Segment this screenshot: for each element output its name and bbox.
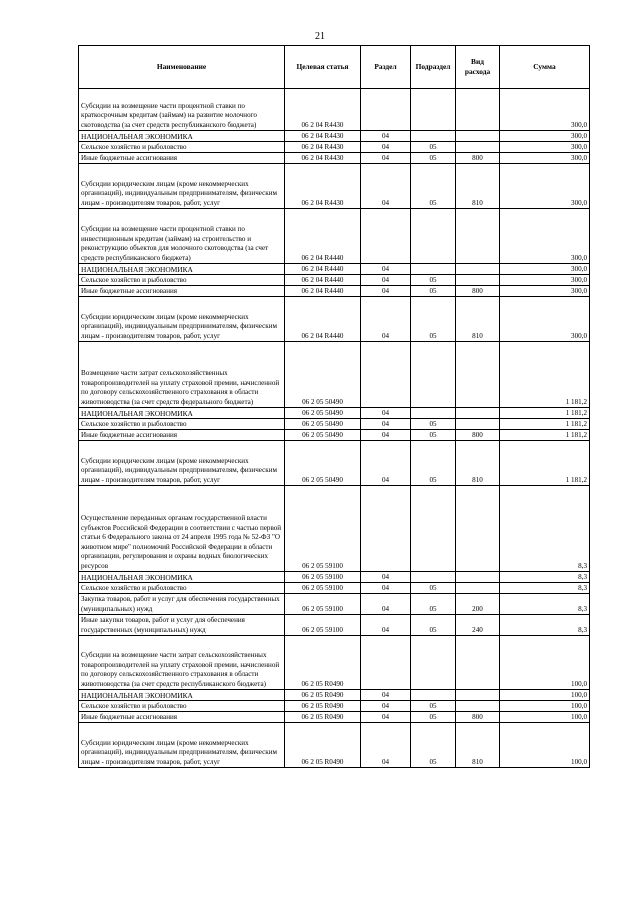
cell-target: 06 2 05 59100	[285, 594, 361, 615]
cell-sum: 100,0	[500, 723, 590, 768]
cell-name: Иные бюджетные ассигнования	[79, 430, 285, 441]
cell-subsection	[411, 408, 456, 419]
cell-sum: 300,0	[500, 275, 590, 286]
cell-subsection: 05	[411, 723, 456, 768]
cell-expense-type: 810	[456, 723, 500, 768]
cell-target: 06 2 05 R0490	[285, 712, 361, 723]
cell-name: Субсидии на возмещение части затрат сельскохозяйственных товаропроизводителей на уплату страховой премии, начисленной по договору сельскохозяйственного страхования в области животноводства (за счет средств республиканского бюджета)	[79, 636, 285, 690]
cell-name: Закупка товаров, работ и услуг для обеспечения государственных (муниципальных) нужд	[79, 594, 285, 615]
cell-name: Сельское хозяйство и рыболовство	[79, 701, 285, 712]
cell-expense-type	[456, 408, 500, 419]
cell-expense-type	[456, 342, 500, 408]
cell-expense-type	[456, 486, 500, 572]
cell-expense-type	[456, 636, 500, 690]
cell-section	[361, 486, 411, 572]
cell-section: 04	[361, 430, 411, 441]
cell-section: 04	[361, 583, 411, 594]
cell-section: 04	[361, 153, 411, 164]
cell-sum: 1 181,2	[500, 342, 590, 408]
cell-sum: 8,3	[500, 615, 590, 636]
cell-section: 04	[361, 419, 411, 430]
cell-section: 04	[361, 142, 411, 153]
cell-sum: 300,0	[500, 209, 590, 264]
table-row	[79, 286, 590, 297]
table-row	[79, 712, 590, 723]
cell-target: 06 2 04 R4430	[285, 131, 361, 142]
cell-subsection: 05	[411, 712, 456, 723]
table-row	[79, 419, 590, 430]
cell-name: Субсидии юридическим лицам (кроме некоммерческих организаций), индивидуальным предпринимателям, физическим лицам - производителям товаров, работ, услуг	[79, 297, 285, 342]
table-row	[79, 89, 590, 131]
cell-sum: 100,0	[500, 701, 590, 712]
table-row	[79, 441, 590, 486]
cell-expense-type: 800	[456, 153, 500, 164]
table-row	[79, 636, 590, 690]
cell-sum: 8,3	[500, 572, 590, 583]
cell-expense-type	[456, 264, 500, 275]
table-header	[79, 46, 590, 89]
cell-name: Осуществление переданных органам государственной власти субъектов Российской Федерации в соответствии с частью первой статьи 6 Федерального закона от 24 апреля 1995 года № 52-ФЗ "О животном мире" полномочий Российской Федерации в области организации, регулирования и охраны водных биологических ресурсов	[79, 486, 285, 572]
cell-sum: 8,3	[500, 486, 590, 572]
cell-name: НАЦИОНАЛЬНАЯ ЭКОНОМИКА	[79, 408, 285, 419]
cell-sum: 300,0	[500, 89, 590, 131]
table-row	[79, 164, 590, 209]
table-row	[79, 275, 590, 286]
cell-section: 04	[361, 164, 411, 209]
cell-section: 04	[361, 408, 411, 419]
cell-name: Иные бюджетные ассигнования	[79, 286, 285, 297]
cell-name: Сельское хозяйство и рыболовство	[79, 419, 285, 430]
cell-section: 04	[361, 712, 411, 723]
cell-target: 06 2 04 R4440	[285, 275, 361, 286]
cell-section: 04	[361, 723, 411, 768]
cell-section: 04	[361, 441, 411, 486]
cell-subsection: 05	[411, 142, 456, 153]
table-row	[79, 701, 590, 712]
cell-section: 04	[361, 275, 411, 286]
cell-subsection: 05	[411, 430, 456, 441]
cell-section	[361, 636, 411, 690]
cell-expense-type	[456, 701, 500, 712]
cell-name: Субсидии юридическим лицам (кроме некоммерческих организаций), индивидуальным предпринимателям, физическим лицам - производителям товаров, работ, услуг	[79, 441, 285, 486]
cell-sum: 100,0	[500, 636, 590, 690]
table-row	[79, 594, 590, 615]
cell-subsection	[411, 131, 456, 142]
cell-sum: 1 181,2	[500, 408, 590, 419]
cell-sum: 8,3	[500, 594, 590, 615]
cell-expense-type: 810	[456, 164, 500, 209]
cell-target: 06 2 05 R0490	[285, 701, 361, 712]
cell-name: Субсидии на возмещение части процентной ставки по инвестиционным кредитам (займам) на строительство и реконструкцию объектов для молочного скотоводства (за счет средств республиканского бюджета)	[79, 209, 285, 264]
cell-expense-type: 800	[456, 430, 500, 441]
cell-subsection	[411, 636, 456, 690]
cell-sum: 300,0	[500, 153, 590, 164]
table-row	[79, 690, 590, 701]
cell-subsection	[411, 209, 456, 264]
cell-expense-type	[456, 690, 500, 701]
cell-name: Сельское хозяйство и рыболовство	[79, 142, 285, 153]
table-row	[79, 342, 590, 408]
cell-name: НАЦИОНАЛЬНАЯ ЭКОНОМИКА	[79, 131, 285, 142]
cell-subsection: 05	[411, 164, 456, 209]
cell-target: 06 2 04 R4430	[285, 89, 361, 131]
cell-name: Сельское хозяйство и рыболовство	[79, 583, 285, 594]
header-sum: Сумма	[500, 46, 590, 89]
cell-section: 04	[361, 131, 411, 142]
table-row	[79, 131, 590, 142]
cell-expense-type: 200	[456, 594, 500, 615]
cell-subsection: 05	[411, 441, 456, 486]
cell-section	[361, 342, 411, 408]
cell-target: 06 2 05 R0490	[285, 723, 361, 768]
cell-sum: 100,0	[500, 690, 590, 701]
cell-expense-type: 800	[456, 286, 500, 297]
cell-subsection: 05	[411, 594, 456, 615]
header-section: Раздел	[361, 46, 411, 89]
cell-target: 06 2 05 59100	[285, 615, 361, 636]
cell-target: 06 2 05 59100	[285, 486, 361, 572]
cell-expense-type: 810	[456, 441, 500, 486]
cell-expense-type	[456, 583, 500, 594]
cell-name: НАЦИОНАЛЬНАЯ ЭКОНОМИКА	[79, 690, 285, 701]
budget-table	[78, 45, 590, 768]
cell-sum: 300,0	[500, 164, 590, 209]
table-row	[79, 615, 590, 636]
cell-sum: 300,0	[500, 131, 590, 142]
cell-subsection	[411, 690, 456, 701]
table-row	[79, 297, 590, 342]
cell-sum: 1 181,2	[500, 441, 590, 486]
table-row	[79, 264, 590, 275]
cell-expense-type	[456, 142, 500, 153]
cell-section: 04	[361, 615, 411, 636]
table-row	[79, 583, 590, 594]
table-row	[79, 430, 590, 441]
cell-name: Сельское хозяйство и рыболовство	[79, 275, 285, 286]
cell-name: Иные бюджетные ассигнования	[79, 712, 285, 723]
cell-target: 06 2 05 50490	[285, 441, 361, 486]
cell-target: 06 2 04 R4440	[285, 209, 361, 264]
cell-subsection	[411, 89, 456, 131]
cell-subsection	[411, 572, 456, 583]
cell-target: 06 2 05 50490	[285, 430, 361, 441]
cell-target: 06 2 05 R0490	[285, 690, 361, 701]
table-row	[79, 142, 590, 153]
cell-target: 06 2 04 R4440	[285, 297, 361, 342]
cell-name: Субсидии юридическим лицам (кроме некоммерческих организаций), индивидуальным предпринимателям, физическим лицам - производителям товаров, работ, услуг	[79, 723, 285, 768]
cell-subsection: 05	[411, 153, 456, 164]
cell-section	[361, 209, 411, 264]
cell-sum: 1 181,2	[500, 419, 590, 430]
cell-subsection: 05	[411, 297, 456, 342]
cell-target: 06 2 04 R4440	[285, 286, 361, 297]
cell-subsection: 05	[411, 701, 456, 712]
cell-name: НАЦИОНАЛЬНАЯ ЭКОНОМИКА	[79, 572, 285, 583]
header-subsection: Подраздел	[411, 46, 456, 89]
cell-section: 04	[361, 572, 411, 583]
table-row	[79, 486, 590, 572]
cell-sum: 8,3	[500, 583, 590, 594]
cell-section: 04	[361, 264, 411, 275]
cell-name: Возмещение части затрат сельскохозяйственных товаропроизводителей на уплату страховой премии, начисленной по договору сельскохозяйственного страхования в области животноводства (за счет средств федерального бюджета)	[79, 342, 285, 408]
table-row	[79, 209, 590, 264]
cell-expense-type	[456, 131, 500, 142]
header-target: Целевая статья	[285, 46, 361, 89]
cell-expense-type	[456, 89, 500, 131]
cell-name: Иные бюджетные ассигнования	[79, 153, 285, 164]
table-row	[79, 408, 590, 419]
cell-subsection: 05	[411, 419, 456, 430]
header-expense-type: Вид расхода	[456, 46, 500, 89]
cell-subsection: 05	[411, 583, 456, 594]
cell-name: НАЦИОНАЛЬНАЯ ЭКОНОМИКА	[79, 264, 285, 275]
cell-subsection: 05	[411, 286, 456, 297]
cell-target: 06 2 05 50490	[285, 342, 361, 408]
cell-sum: 300,0	[500, 297, 590, 342]
cell-expense-type: 810	[456, 297, 500, 342]
cell-sum: 300,0	[500, 142, 590, 153]
cell-expense-type	[456, 572, 500, 583]
cell-expense-type	[456, 209, 500, 264]
cell-sum: 100,0	[500, 712, 590, 723]
cell-name: Субсидии юридическим лицам (кроме некоммерческих организаций), индивидуальным предпринимателям, физическим лицам - производителям товаров, работ, услуг	[79, 164, 285, 209]
cell-name: Субсидии на возмещение части процентной ставки по краткосрочным кредитам (займам) на развитие молочного скотоводства (за счет средств республиканского бюджета)	[79, 89, 285, 131]
cell-subsection	[411, 264, 456, 275]
cell-target: 06 2 05 50490	[285, 408, 361, 419]
cell-section: 04	[361, 594, 411, 615]
cell-target: 06 2 05 59100	[285, 572, 361, 583]
header-name: Наименование	[79, 46, 285, 89]
cell-subsection: 05	[411, 615, 456, 636]
cell-section: 04	[361, 286, 411, 297]
cell-expense-type	[456, 419, 500, 430]
cell-target: 06 2 04 R4430	[285, 153, 361, 164]
cell-expense-type	[456, 275, 500, 286]
cell-target: 06 2 05 59100	[285, 583, 361, 594]
cell-expense-type: 800	[456, 712, 500, 723]
table-row	[79, 153, 590, 164]
cell-name: Иные закупки товаров, работ и услуг для обеспечения государственных (муниципальных) нужд	[79, 615, 285, 636]
cell-section: 04	[361, 701, 411, 712]
cell-sum: 300,0	[500, 264, 590, 275]
cell-subsection	[411, 342, 456, 408]
table-body	[79, 89, 590, 768]
cell-section: 04	[361, 297, 411, 342]
cell-target: 06 2 05 R0490	[285, 636, 361, 690]
cell-subsection: 05	[411, 275, 456, 286]
page-number: 21	[315, 31, 325, 42]
cell-target: 06 2 05 50490	[285, 419, 361, 430]
cell-target: 06 2 04 R4430	[285, 164, 361, 209]
table-row	[79, 572, 590, 583]
cell-expense-type: 240	[456, 615, 500, 636]
cell-sum: 300,0	[500, 286, 590, 297]
cell-sum: 1 181,2	[500, 430, 590, 441]
cell-section: 04	[361, 690, 411, 701]
cell-target: 06 2 04 R4430	[285, 142, 361, 153]
cell-section	[361, 89, 411, 131]
table-row	[79, 723, 590, 768]
cell-subsection	[411, 486, 456, 572]
cell-target: 06 2 04 R4440	[285, 264, 361, 275]
